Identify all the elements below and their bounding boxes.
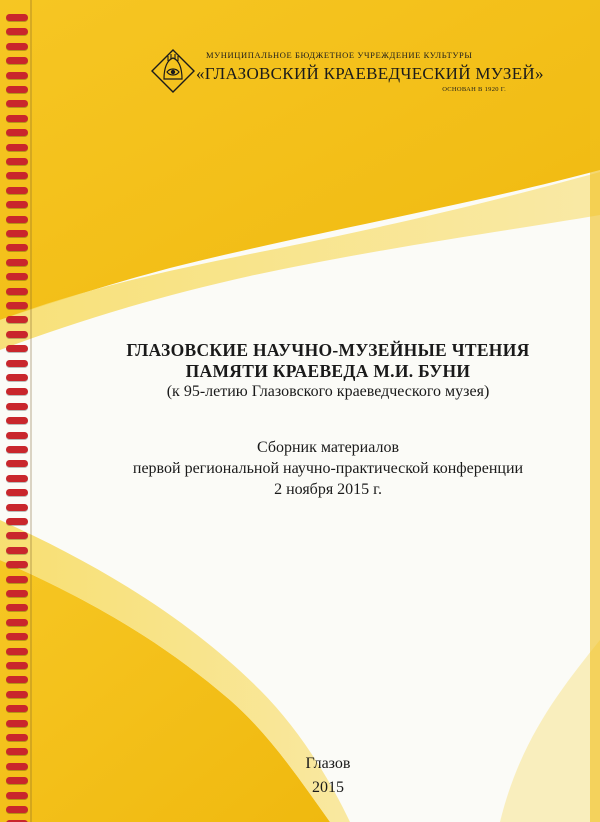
binding-ring — [6, 201, 28, 208]
binding-ring — [6, 619, 28, 626]
binding-ring — [6, 648, 28, 655]
main-title — [40, 340, 600, 402]
binding-ring — [6, 57, 28, 64]
binding-ring — [6, 86, 28, 93]
binding-ring — [6, 691, 28, 698]
binding-ring — [6, 547, 28, 554]
binding-ring — [6, 374, 28, 381]
binding-ring — [6, 331, 28, 338]
collection-description — [40, 437, 600, 500]
binding-ring — [6, 158, 28, 165]
museum-name: «ГЛАЗОВСКИЙ КРАЕВЕДЧЕСКИЙ МУЗЕЙ» — [196, 64, 544, 83]
organization-type: МУНИЦИПАЛЬНОЕ БЮДЖЕТНОЕ УЧРЕЖДЕНИЕ КУЛЬТУРЫ — [206, 50, 473, 60]
binding-ring — [6, 187, 28, 194]
binding-ring — [6, 518, 28, 525]
binding-ring — [6, 604, 28, 611]
binding-ring — [6, 230, 28, 237]
binding-ring — [6, 806, 28, 813]
binding-ring — [6, 576, 28, 583]
binding-ring — [6, 417, 28, 424]
binding-ring — [6, 561, 28, 568]
binding-ring — [6, 676, 28, 683]
binding-ring — [6, 316, 28, 323]
binding-ring — [6, 720, 28, 727]
binding-ring — [6, 14, 28, 21]
binding-ring — [6, 432, 28, 439]
binding-ring — [6, 28, 28, 35]
publication-year: 2015 — [312, 779, 344, 796]
binding-ring — [6, 144, 28, 151]
binding-ring — [6, 489, 28, 496]
binding-ring — [6, 777, 28, 784]
binding-ring — [6, 590, 28, 597]
binding-ring — [6, 504, 28, 511]
founded-year-note: ОСНОВАН В 1920 Г. — [442, 86, 506, 93]
binding-ring — [6, 259, 28, 266]
museum-emblem-icon — [150, 48, 196, 94]
spiral-binding — [0, 0, 34, 822]
binding-ring — [6, 216, 28, 223]
binding-edge — [30, 0, 32, 822]
binding-ring — [6, 72, 28, 79]
publication-city: Глазов — [305, 755, 351, 772]
binding-ring — [6, 532, 28, 539]
binding-ring — [6, 360, 28, 367]
collection-line-2: первой региональной научно-практической конференции — [132, 460, 524, 477]
binding-ring — [6, 705, 28, 712]
binding-ring — [6, 792, 28, 799]
binding-ring — [6, 115, 28, 122]
binding-ring — [6, 273, 28, 280]
binding-ring — [6, 475, 28, 482]
binding-ring — [6, 662, 28, 669]
binding-ring — [6, 403, 28, 410]
binding-ring — [6, 100, 28, 107]
binding-ring — [6, 460, 28, 467]
binding-ring — [6, 302, 28, 309]
binding-ring — [6, 172, 28, 179]
title-subtitle: (к 95-летию Глазовского краеведческого музея) — [166, 383, 490, 400]
binding-ring — [6, 446, 28, 453]
publication-imprint — [40, 752, 600, 800]
binding-ring — [6, 288, 28, 295]
title-line-1: ГЛАЗОВСКИЕ НАУЧНО-МУЗЕЙНЫЕ ЧТЕНИЯ — [126, 340, 530, 360]
binding-ring — [6, 734, 28, 741]
binding-ring — [6, 748, 28, 755]
binding-ring — [6, 388, 28, 395]
title-line-2: ПАМЯТИ КРАЕВЕДА М.И. БУНИ — [185, 361, 471, 381]
binding-ring — [6, 763, 28, 770]
binding-ring — [6, 633, 28, 640]
binding-ring — [6, 129, 28, 136]
binding-ring — [6, 244, 28, 251]
collection-line-1: Сборник материалов — [256, 439, 400, 456]
binding-ring — [6, 43, 28, 50]
binding-ring — [6, 345, 28, 352]
conference-date: 2 ноября 2015 г. — [274, 481, 382, 498]
